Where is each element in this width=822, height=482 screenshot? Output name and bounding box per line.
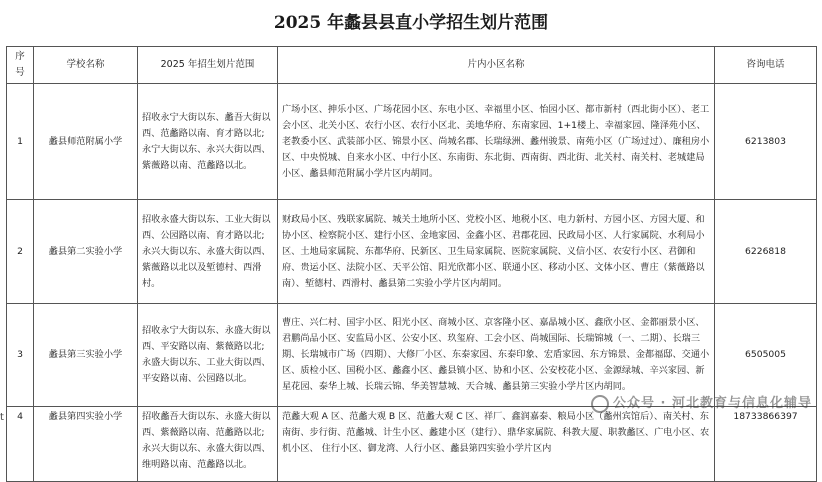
row-school: 蠡县师范附属小学 — [34, 84, 138, 200]
zoning-table — [6, 46, 817, 482]
row-index: 3 — [7, 304, 34, 407]
wechat-icon — [591, 395, 609, 413]
row-phone: 6213803 — [715, 84, 817, 200]
row-index: 2 — [7, 200, 34, 304]
header-communities: 片内小区名称 — [278, 47, 715, 84]
row-scope: 招收永宁大街以东、蠡吾大街以西、范蠡路以南、育才路以北;永宁大街以东、永兴大街以西、紫薇路以南、范蠡路以北。 — [138, 84, 278, 200]
header-school: 学校名称 — [34, 47, 138, 84]
row-communities: 广场小区、抻乐小区、广场花园小区、东电小区、幸福里小区、怡园小区、都市新村（西北街小区）、老工会小区、北关小区、农行小区、农行小区北、美地华府、东南家园、1+1楼上、幸福家园、隆泽苑小区、老教委小区、武装部小区、锦景小区、尚城名郡、长瑞绿洲、蠡州骏景、南苑小区（广场过过）、廉租房小区、中央悦城、自来水小区、中行小区、东南街、东北街、西南街、西北街、北关村、南关村、老城建局小区、蠡县师范附属小学片区内胡同。 — [278, 84, 715, 200]
table-row — [7, 407, 817, 482]
row-scope: 招收永盛大街以东、工业大街以西、公园路以南、育才路以北;永兴大街以东、永盛大街以西、紫薇路以北以及堑德村、西滑村。 — [138, 200, 278, 304]
header-index: 序号 — [7, 47, 34, 84]
row-phone: 18733866397 — [715, 407, 817, 482]
table-row — [7, 200, 817, 304]
row-school: 蠡县第四实验小学 — [34, 407, 138, 482]
page-title: 2025 年蠡县县直小学招生划片范围 — [273, 13, 549, 33]
row-school: 蠡县第二实验小学 — [34, 200, 138, 304]
header-scope: 2025 年招生划片范围 — [138, 47, 278, 84]
edge-mark: t — [0, 412, 4, 423]
row-phone: 6226818 — [715, 200, 817, 304]
table-row — [7, 84, 817, 200]
row-school: 蠡县第三实验小学 — [34, 304, 138, 407]
row-index: 4 — [7, 407, 34, 482]
watermark-text: 公众号 · 河北教育与信息化辅导 — [613, 396, 812, 411]
header-phone: 咨询电话 — [715, 47, 817, 84]
row-communities: 财政局小区、残联家属院、城关土地所小区、党校小区、地税小区、电力新村、方园小区、方园大厦、和协小区、检察院小区、建行小区、金地家园、金鑫小区、君郡花园、民政局小区、人行家属院、水利局小区、土地局家属院、东都华府、民新区、卫生局家属院、医院家属院、义信小区、农安行小区、君御和府、贵运小区、法院小区、天平公馆、阳光欣都小区、联通小区、移动小区、文体小区、曹庄（紫薇路以南）、堑德村、西滑村、蠡县第二实验小学片区内胡同。 — [278, 200, 715, 304]
row-scope: 招收蠡吾大街以东、永盛大街以西、紫薇路以南、范蠡路以北;永兴大街以东、永盛大街以西、维明路以南、范蠡路以北。 — [138, 407, 278, 482]
row-scope: 招收永宁大街以东、永盛大街以西、平安路以南、紫薇路以北;永盛大街以东、工业大街以西、平安路以南、公园路以北。 — [138, 304, 278, 407]
row-index: 1 — [7, 84, 34, 200]
row-phone: 6505005 — [715, 304, 817, 407]
row-communities: 曹庄、兴仁村、国宇小区、阳光小区、商城小区、京客隆小区、嘉晶城小区、鑫欣小区、金都丽景小区、君鹏尚品小区、安监局小区、公安小区、玖玺府、工会小区、尚城国际、长瑞锦城（一、二期）、长瑞三期、长瑞城市广场（四期）、大修厂小区、东泰家园、东泰印象、宏盾家园、东方锦景、金都福邸、交通小区、质检小区、国税小区、蠡鑫小区、蠡县镇小区、协和小区、公安校花小区、金源绿城、辛兴家园、新星花园、泰华上城、长瑞云锦、华美智慧城、天合城、蠡县第三实验小学片区内胡同。 — [278, 304, 715, 407]
table-header-row — [7, 47, 817, 84]
watermark — [591, 392, 812, 413]
row-communities: 范蠡大观 A 区、范蠡大观 B 区、范蠡大观 C 区、祥厂、鑫润嘉泰、粮局小区（蠡州宾馆后）、南关村、东南街、步行街、范蠡城、计生小区、蠡建小区（建行）、鼎华家属院、科教大厦、职教蠡区、广电小区、农机小区、 住行小区、御龙湾、人行小区、蠡县第四实验小学片区内 — [278, 407, 715, 482]
